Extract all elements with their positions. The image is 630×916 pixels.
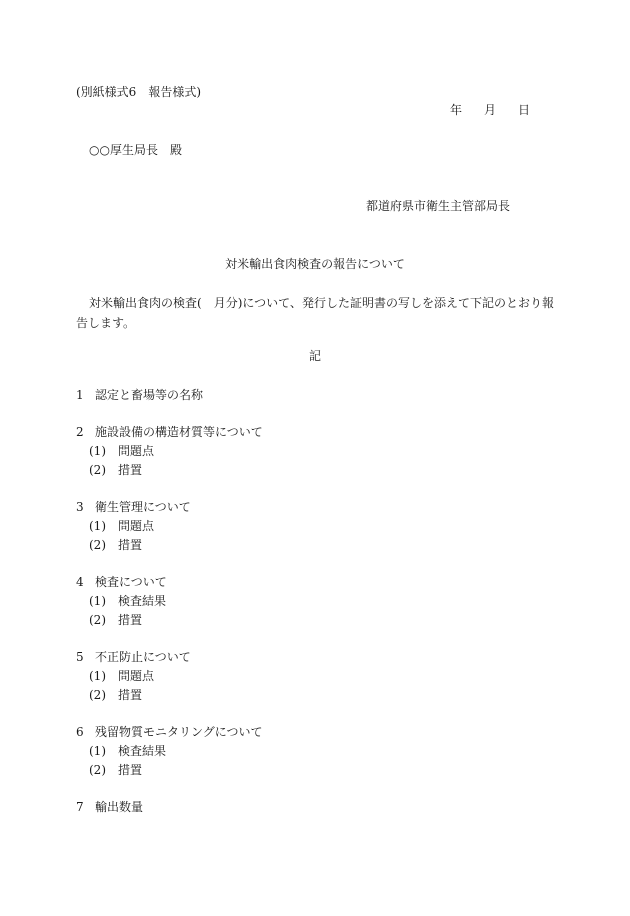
date-day-label: 日 xyxy=(518,103,531,117)
section-number: 1 xyxy=(76,388,84,402)
section-heading xyxy=(76,386,556,405)
section-heading xyxy=(76,423,556,442)
sub-item-number: (2) xyxy=(89,763,106,777)
sub-item-label: 問題点 xyxy=(118,669,155,683)
sub-item-number: (2) xyxy=(89,613,106,627)
section-number: 6 xyxy=(76,725,84,739)
sub-item-number: (2) xyxy=(89,688,106,702)
section-6 xyxy=(76,723,556,780)
section-7 xyxy=(76,798,556,817)
sub-item-number: (1) xyxy=(89,744,106,758)
sub-item xyxy=(76,742,556,761)
section-number: 2 xyxy=(76,425,84,439)
date-month-label: 月 xyxy=(484,103,497,117)
section-title: 認定と畜場等の名称 xyxy=(95,388,204,402)
sub-item-number: (1) xyxy=(89,594,106,608)
sub-item-number: (1) xyxy=(89,519,106,533)
sub-item-label: 措置 xyxy=(118,763,143,777)
section-heading xyxy=(76,798,556,817)
date-year-label: 年 xyxy=(450,103,463,117)
addressee: ○○厚生局長 殿 xyxy=(89,143,182,157)
sub-item xyxy=(76,517,556,536)
section-1 xyxy=(76,386,556,405)
section-heading xyxy=(76,648,556,667)
section-title: 衛生管理について xyxy=(95,500,191,514)
form-label: (別紙様式6 報告様式) xyxy=(76,85,201,99)
sub-item xyxy=(76,442,556,461)
items-list xyxy=(76,386,556,835)
sub-item xyxy=(76,611,556,630)
sub-item-label: 措置 xyxy=(118,463,143,477)
section-heading xyxy=(76,498,556,517)
section-title: 不正防止について xyxy=(95,650,191,664)
sub-item-label: 措置 xyxy=(118,688,143,702)
sub-item xyxy=(76,667,556,686)
section-heading xyxy=(76,573,556,592)
section-2 xyxy=(76,423,556,480)
body-text: 対米輸出食肉の検査( 月分)について、発行した証明書の写しを添えて下記のとおり報告します。 xyxy=(76,296,554,330)
section-title: 検査について xyxy=(95,575,167,589)
sub-item-label: 問題点 xyxy=(118,444,155,458)
sub-item-number: (1) xyxy=(89,669,106,683)
document-title: 対米輸出食肉検査の報告について xyxy=(225,257,405,271)
section-title: 残留物質モニタリングについて xyxy=(95,725,263,739)
sub-item xyxy=(76,536,556,555)
ki-heading: 記 xyxy=(308,349,321,363)
sub-item-number: (1) xyxy=(89,444,106,458)
sub-item xyxy=(76,686,556,705)
sub-item-number: (2) xyxy=(89,538,106,552)
sub-item xyxy=(76,761,556,780)
section-number: 4 xyxy=(76,575,84,589)
sub-item-label: 措置 xyxy=(118,538,143,552)
date-line xyxy=(450,102,530,118)
section-number: 5 xyxy=(76,650,84,664)
section-4 xyxy=(76,573,556,630)
section-5 xyxy=(76,648,556,705)
sub-item-label: 検査結果 xyxy=(118,744,167,758)
sub-item-label: 問題点 xyxy=(118,519,155,533)
sub-item xyxy=(76,461,556,480)
section-heading xyxy=(76,723,556,742)
sender: 都道府県市衛生主管部局長 xyxy=(366,199,511,213)
sub-item-number: (2) xyxy=(89,463,106,477)
sub-item-label: 検査結果 xyxy=(118,594,167,608)
section-number: 3 xyxy=(76,500,84,514)
section-title: 施設設備の構造材質等について xyxy=(95,425,263,439)
section-number: 7 xyxy=(76,800,84,814)
sub-item xyxy=(76,592,556,611)
sub-item-label: 措置 xyxy=(118,613,143,627)
section-title: 輸出数量 xyxy=(95,800,144,814)
section-3 xyxy=(76,498,556,555)
